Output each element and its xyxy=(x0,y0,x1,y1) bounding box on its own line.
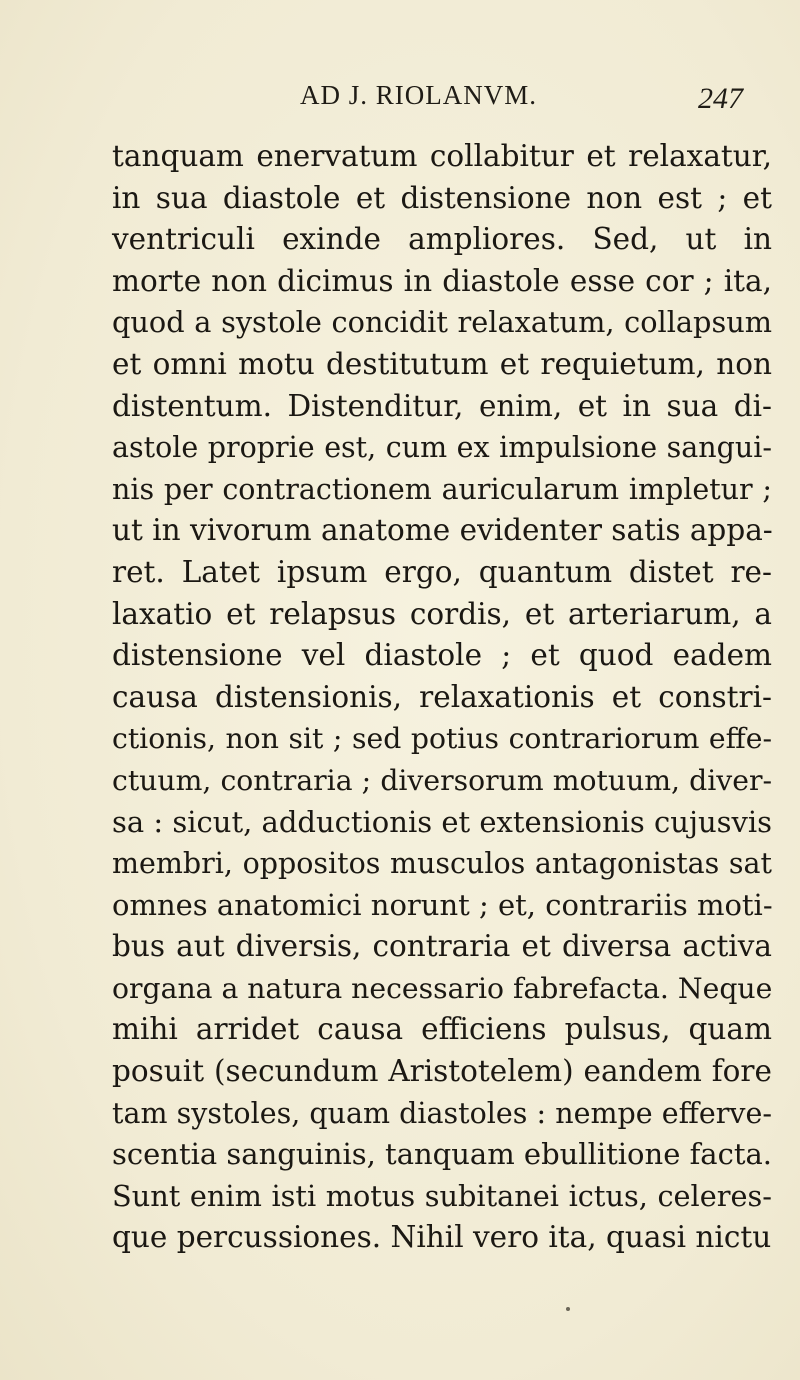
text-line: quod a systole concidit relaxatum, collapsum xyxy=(112,305,772,340)
text-line: ctuum, contraria ; diversorum motuum, diver- xyxy=(112,763,772,797)
text-line: mihi arridet causa efficiens pulsus, quam xyxy=(112,1012,772,1047)
text-line: distentum. Distenditur, enim, et in sua di- xyxy=(112,388,772,423)
text-line: laxatio et relapsus cordis, et arteriarum, a xyxy=(112,596,772,631)
text-line: sa : sicut, adductionis et extensionis cujusvis xyxy=(112,804,773,839)
text-line: Sunt enim isti motus subitanei ictus, celeres- xyxy=(112,1178,772,1213)
text-line: ctionis, non sit ; sed potius contrariorum effe- xyxy=(112,722,772,756)
text-line: tanquam enervatum collabitur et relaxatur, xyxy=(112,139,772,173)
text-line: nis per contractionem auricularum impletur ; xyxy=(112,472,772,506)
text-line: tam systoles, quam diastoles : nempe efferve- xyxy=(112,1096,772,1130)
text-line: ut in vivorum anatome evidenter satis appa- xyxy=(112,513,773,548)
running-head: AD J. RIOLANVM. xyxy=(300,80,537,110)
text-line: astole proprie est, cum ex impulsione sangui- xyxy=(112,431,772,465)
text-line: scentia sanguinis, tanquam ebullitione facta. xyxy=(112,1137,773,1172)
page-number: 247 xyxy=(698,82,743,115)
text-line: bus aut diversis, contraria et diversa activa xyxy=(112,929,772,964)
text-line: organa a natura necessario fabrefacta. Neque xyxy=(112,971,773,1005)
text-line: posuit (secundum Aristotelem) eandem fore xyxy=(112,1054,772,1089)
text-line: in sua diastole et distensione non est ; et xyxy=(112,180,772,215)
text-line: omnes anatomici norunt ; et, contrariis moti- xyxy=(112,887,773,922)
ink-speck xyxy=(566,1307,570,1311)
text-line: ventriculi exinde ampliores. Sed, ut in xyxy=(112,222,772,257)
text-line: membri, oppositos musculos antagonistas sat xyxy=(112,847,772,881)
text-line: et omni motu destitutum et requietum, non xyxy=(112,346,772,381)
body-text xyxy=(112,136,772,1259)
text-line: causa distensionis, relaxationis et constri- xyxy=(112,679,772,714)
text-line: distensione vel diastole ; et quod eadem xyxy=(112,638,772,673)
text-line: morte non dicimus in diastole esse cor ; ita, xyxy=(112,263,772,298)
text-line: que percussiones. Nihil vero ita, quasi nictu xyxy=(112,1220,772,1255)
text-line: ret. Latet ipsum ergo, quantum distet re- xyxy=(112,554,772,589)
